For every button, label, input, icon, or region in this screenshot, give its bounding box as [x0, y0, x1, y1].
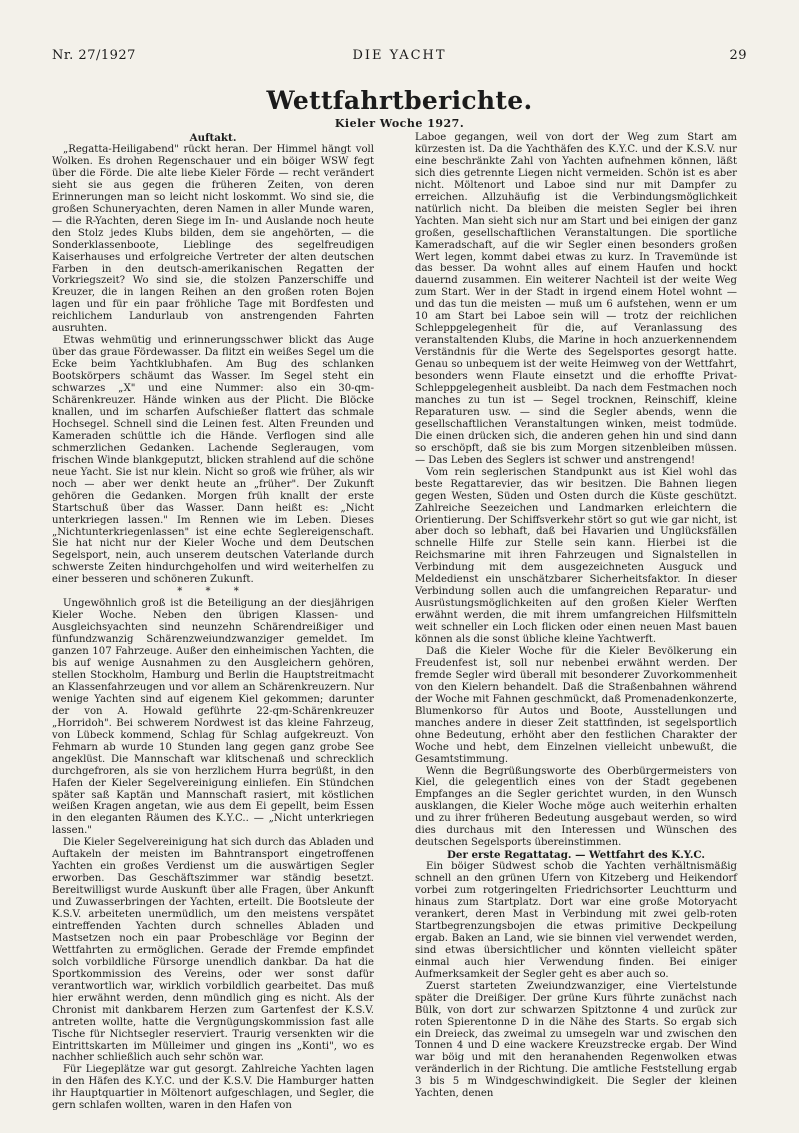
- paragraph: Für Liegeplätze war gut gesorgt. Zahlreiche Yachten lagen in den Häfen des K.Y.C. und der K.S.V. Die Hamburger hatten ihr Hauptquartier in Möltenort aufgeschlagen, und Segler, die gern schlafen wollten, waren in den Hafen von: [52, 1064, 374, 1112]
- header-issue-number: Nr. 27/1927: [52, 48, 136, 63]
- section-divider-stars: * * *: [177, 586, 249, 598]
- paragraph: „Regatta-Heiligabend" rückt heran. Der Himmel hängt voll Wolken. Es drohen Regenschauer und ein böiger WSW fegt über die Förde. Die alte liebe Kieler Förde — recht verändert sieht sie aus gegen die früheren Zeiten, von deren Erinnerungen man so leicht nicht loskommt. Wo sind sie, die großen Schuneryachten, deren Namen in aller Munde waren, — die R-Yachten, deren Siege im In- und Auslande noch heute den Stolz jedes Klubs bilden, dem sie angehörten, — die Sonderklassenboote, Lieblinge des segelfreudigen Kaiserhauses und erfolgreiche Vertreter der alten deutschen Farben in den deutsch-amerikanischen Regatten der Vorkriegszeit? Wo sind sie, die stolzen Panzerschiffe und Kreuzer, die in langen Reihen an den großen roten Bojen lagen und für ein paar fröhliche Tage mit Bordfesten und reichlichem Landurlaub von anstrengenden Fahrten ausruhten.: [52, 144, 374, 335]
- paragraph: Die Kieler Segelvereinigung hat sich durch das Abladen und Auftakeln der meisten im Bahntransport eingetroffenen Yachten ein großes Verdienst um die auswärtigen Segler erworben. Das Geschäftszimmer war ständig besetzt. Bereitwilligst wurde Auskunft über alle Fragen, über Ankunft und Zuwasserbringen der Yachten, erteilt. Die Bootsleute der K.S.V. arbeiteten unermüdlich, um den meistens verspätet eintreffenden Yachten durch schnelles Abladen und Mastsetzen noch ein paar Probeschläge vor Beginn der Wettfahrten zu ermöglichen. Gerade der Fremde empfindet solch vorbildliche Fürsorge unendlich dankbar. Da hat die Sportkommission des Vereins, oder wer sonst dafür verantwortlich war, wirklich vorbildlich gearbeitet. Das muß hier erwähnt werden, denn mündlich ging es nicht. Als der Chronist mit dankbarem Herzen zum Gartenfest der K.S.V. antreten wollte, hatte die Vergnügungskommission fast alle Tische für Nichtsegler reserviert. Traurig versenkten wir die Eintrittskarten im Mülleimer und gingen ins „Konti", wo es nachher schließlich auch sehr schön war.: [52, 837, 374, 1064]
- left-column: [52, 132, 374, 1112]
- header-magazine-name: DIE YACHT: [352, 48, 447, 63]
- right-column: [415, 132, 737, 1100]
- paragraph: Wenn die Begrüßungsworte des Oberbürgermeisters von Kiel, die gelegentlich eines von der Stadt gegebenen Empfanges an die Segler gerichtet wurden, in den Wunsch ausklangen, die Kieler Woche möge auch weiterhin erhalten und zu ihrer früheren Bedeutung ausgebaut werden, so wird dies durchaus mit den Interessen und Wünschen des deutschen Segelsports übereinstimmen.: [415, 765, 737, 849]
- paragraph: Ein böiger Südwest schob die Yachten verhältnismäßig schnell an den grünen Ufern von Kitzeberg und Heikendorf vorbei zum rotgeringelten Friedrichsorter Leuchtturm und hinaus zum Startplatz. Dort war eine große Motoryacht verankert, deren Mast in Verbindung mit zwei gelb-roten Startbegrenzungsbojen die etwas primitive Deckpeilung ergab. Baken an Land, wie sie binnen viel verwendet werden, sind etwas übersichtlicher und könnten vielleicht später einmal auch hier Verwendung finden. Bei einiger Aufmerksamkeit der Segler geht es aber auch so.: [415, 861, 737, 980]
- paragraph: Ungewöhnlich groß ist die Beteiligung an der diesjährigen Kieler Woche. Neben den übrigen Klassen- und Ausgleichsyachten sind neunzehn Schärendreißiger und fünfundzwanzig Schärenzweiundzwanziger gemeldet. Im ganzen 107 Fahrzeuge. Außer den einheimischen Yachten, die bis auf wenige Ausnahmen zu den Ausgleichern gehören, stellen Stockholm, Hamburg und Berlin die Hauptstreitmacht an Klassenfahrzeugen und vor allem an Schärenkreuzern. Nur wenige Yachten sind auf eigenem Kiel gekommen; darunter der von A. Howald geführte 22-qm-Schärenkreuzer „Horridoh". Bei schwerem Nordwest ist das kleine Fahrzeug, von Lübeck kommend, Schlag für Schlag aufgekreuzt. Von Fehmarn ab wurde 10 Stunden lang gegen ganz grobe See angeklüst. Die Mannschaft war klitschenaß und schrecklich durchgefroren, als sie von herzlichem Hurra begrüßt, in den Hafen der Kieler Segelvereinigung einliefen. Ein Stündchen später saß Kaptän und Mannschaft rasiert, mit köstlichen weißen Kragen angetan, wie aus dem Ei gepellt, beim Essen in den eleganten Räumen des K.Y.C.. — „Nicht unterkriegen lassen.": [52, 598, 374, 837]
- article-title: Wettfahrtberichte.: [266, 86, 533, 115]
- header-page-number: 29: [729, 48, 747, 63]
- article-subtitle: Kieler Woche 1927.: [334, 117, 465, 130]
- paragraph: Daß die Kieler Woche für die Kieler Bevölkerung ein Freudenfest ist, soll nur nebenbei erwähnt werden. Der fremde Segler wird überall mit besonderer Zuvorkommenheit von den Kielern behandelt. Daß die Straßenbahnen während der Woche mit Fahnen geschmückt, daß Promenadenkonzerte, Blumenkorso für Autos und Boote, Ausstellungen und manches andere in dieser Zeit stattfinden, ist segelsportlich ohne Bedeutung, erhöht aber den festlichen Charakter der Woche und hebt, dem Einzelnen vielleicht unbewußt, die Gesamtstimmung.: [415, 645, 737, 765]
- section-heading-first-race-day: Der erste Regattatag. — Wettfahrt des K.Y.C.: [446, 849, 705, 862]
- paragraph: Zuerst starteten Zweiundzwanziger, eine Viertelstunde später die Dreißiger. Der grüne Kurs führte zunächst nach Bülk, von dort zur schwarzen Spitztonne 4 und zurück zur roten Spierentonne D in die Nähe des Starts. So ergab sich ein Dreieck, das zweimal zu umsegeln war und zwischen den Tonnen 4 und D eine wackere Kreuzstrecke ergab. Der Wind war böig und mit den heranahenden Regenwolken etwas veränderlich in der Richtung. Die amtliche Feststellung ergab 3 bis 5 m Windgeschwindigkeit. Die Segler der kleinen Yachten, denen: [415, 980, 737, 1100]
- paragraph: Vom rein seglerischen Standpunkt aus ist Kiel wohl das beste Regattarevier, das wir besitzen. Die Bahnen liegen gegen Westen, Süden und Osten durch die Küste geschützt. Zahlreiche Seezeichen und Landmarken erleichtern die Orientierung. Der Schiffsverkehr stört so gut wie gar nicht, ist aber doch so lebhaft, daß bei Havarien und Unglücksfällen schnelle Hilfe zur Stelle sein kann. Hierbei ist die Reichsmarine mit ihren Fahrzeugen und Signalstellen in Verbindung mit dem ausgezeichneten Ausguck und Meldedienst ein unschätzbarer Sicherheitsfaktor. In dieser Verbindung sollen auch die umfangreichen Reparatur- und Ausrüstungsmöglichkeiten auf den großen Kieler Werften erwähnt werden, die mit ihrem umfangreichen Hilfsmitteln weit schneller ein Loch flicken oder einen neuen Mast bauen können als die sonst übliche kleine Yachtwerft.: [415, 466, 737, 646]
- paragraph: Laboe gegangen, weil von dort der Weg zum Start am kürzesten ist. Da die Yachthäfen des K.Y.C. und der K.S.V. nur eine beschränkte Zahl von Yachten aufnehmen können, läßt sich dies getrennte Liegen nicht vermeiden. Schön ist es aber nicht. Möltenort und Laboe sind nur mit Dampfer zu erreichen. Allzuhäufig ist die Verbindungsmöglichkeit natürlich nicht. Da bleiben die meisten Segler bei ihren Yachten. Man sieht sich nur am Start und bei einigen der ganz großen, gesellschaftlichen Veranstaltungen. Die sportliche Kameradschaft, auf die wir Segler einen besonders großen Wert legen, kommt dabei etwas zu kurz. In Travemünde ist das besser. Da wohnt alles auf einem Haufen und hockt dauernd zusammen. Ein weiterer Nachteil ist der weite Weg zum Start. Wer in der Stadt in irgend einem Hotel wohnt — und das tun die meisten — muß um 6 aufstehen, wenn er um 10 am Start bei Laboe sein will — trotz der reichlichen Schleppgelegenheit für die, auf Veranlassung des veranstaltenden Klubs, die Marine in hoch anzuerkennendem Verständnis für die Werte des Segelsportes gesorgt hatte. Genau so unbequem ist der weite Heimweg von der Wettfahrt, besonders wenn Flaute einsetzt und die erhoffte Privat-Schleppgelegenheit ausbleibt. Da nach dem Festmachen noch manches zu tun ist — Segel trocknen, Reinschiff, kleine Reparaturen usw. — sind die Segler abends, wenn die gesellschaftlichen Veranstaltungen winken, meist todmüde. Die einen drücken sich, die anderen gehen hin und sind dann so erschöpft, daß sie bis zum Morgen sitzenbleiben müssen. — Das Leben des Seglers ist schwer und anstrengend!: [415, 132, 737, 466]
- paragraph: Etwas wehmütig und erinnerungsschwer blickt das Auge über das graue Fördewasser. Da flitzt ein weißes Segel um die Ecke beim Yachtklubhafen. Am Bug des schlanken Bootskörpers schäumt das Wasser. Im Segel steht ein schwarzes „X" und eine Nummer: also ein 30-qm-Schärenkreuzer. Hände winken aus der Plicht. Die Blöcke knallen, und im scharfen Aufschießer flattert das schmale Hochsegel. Schnell sind die Leinen fest. Alten Freunden und Kameraden schüttle ich die Hände. Verflogen sind alle schmerzlichen Gedanken. Lachende Segleraugen, vom frischen Winde blankgeputzt, blicken strahlend auf die schöne neue Yacht. Sie ist nur klein. Nicht so groß wie früher, als wir noch — aber wer denkt heute an „früher". Der Zukunft gehören die Gedanken. Morgen früh knallt der erste Startschuß über das Wasser. Dann heißt es: „Nicht unterkriegen lassen." Im Rennen wie im Leben. Dieses „Nichtunterkriegenlassen" ist eine echte Seglereigenschaft. Sie hat nicht nur der Kieler Woche und dem Deutschen Segelsport, nein, auch unserem deutschen Vaterlande durch schwerste Zeiten hindurchgeholfen und wird weiterhelfen zu einer besseren und schöneren Zukunft.: [52, 335, 374, 586]
- section-heading-auftakt: Auftakt.: [189, 132, 237, 144]
